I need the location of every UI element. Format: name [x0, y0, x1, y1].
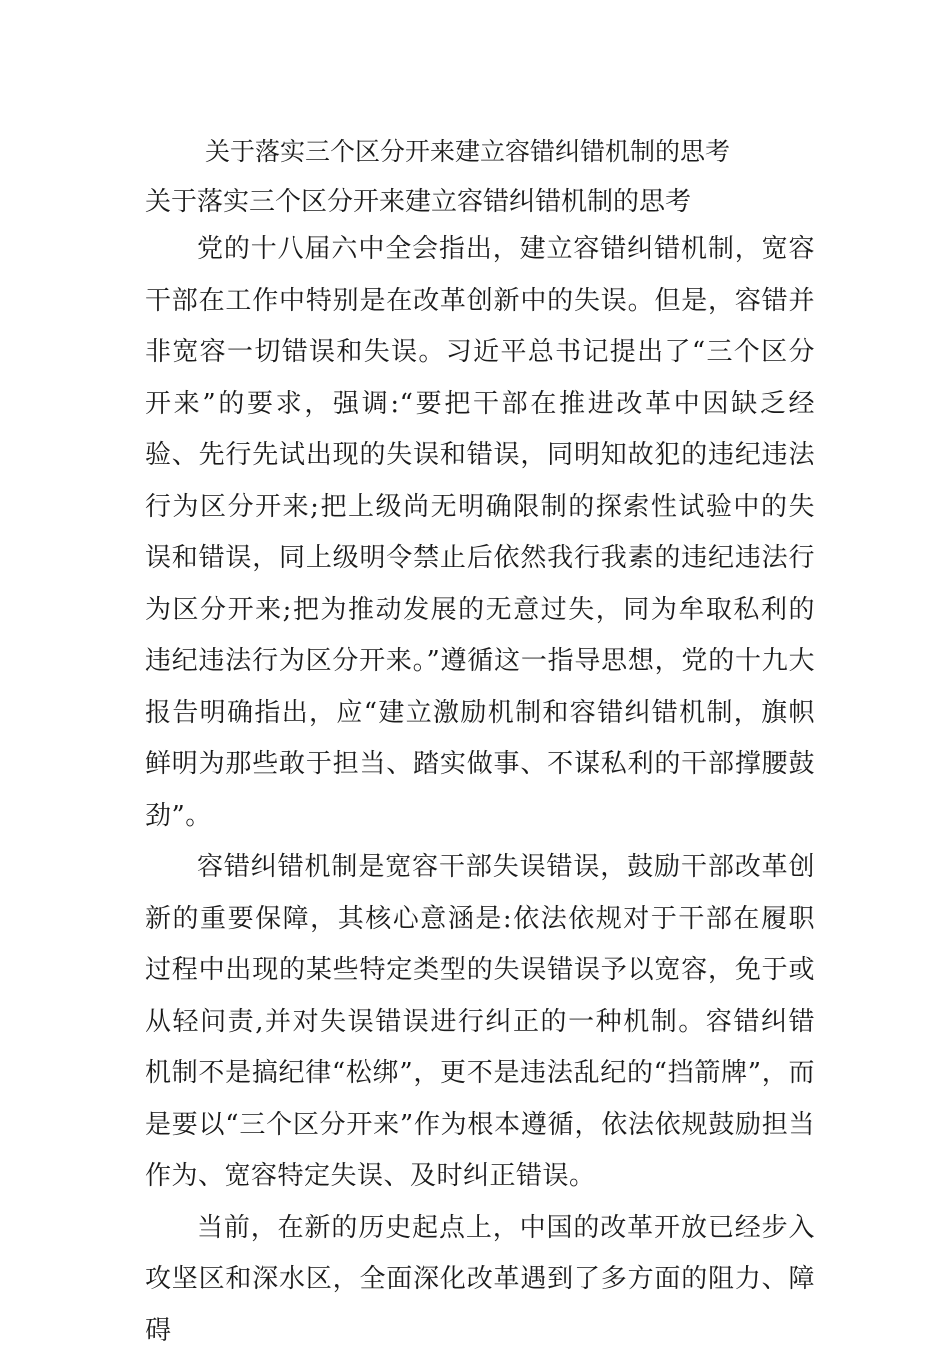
document-subtitle: 关于落实三个区分开来建立容错纠错机制的思考: [145, 180, 815, 224]
paragraph-3: 当前，在新的历史起点上，中国的改革开放已经步入攻坚区和深水区，全面深化改革遇到了多方面的阻力、障碍: [145, 1203, 815, 1357]
paragraph-2: 容错纠错机制是宽容干部失误错误，鼓励干部改革创新的重要保障，其核心意涵是:依法依规对于干部在履职过程中出现的某些特定类型的失误错误予以宽容，免于或从轻问责,并对失误错误进行纠正的一种机制。容错纠错机制不是搞纪律“松绑”，更不是违法乱纪的“挡箭牌”，而是要以“三个区分开来”作为根本遵循，依法依规鼓励担当作为、宽容特定失误、及时纠正错误。: [145, 842, 815, 1203]
document-title: 关于落实三个区分开来建立容错纠错机制的思考: [205, 134, 730, 170]
document-body: [145, 180, 815, 1357]
paragraph-1: 党的十八届六中全会指出，建立容错纠错机制，宽容干部在工作中特别是在改革创新中的失误。但是，容错并非宽容一切错误和失误。习近平总书记提出了“三个区分开来”的要求，强调:“要把干部在推进改革中因缺乏经验、先行先试出现的失误和错误，同明知故犯的违纪违法行为区分开来;把上级尚无明确限制的探索性试验中的失误和错误，同上级明令禁止后依然我行我素的违纪违法行为区分开来;把为推动发展的无意过失，同为牟取私利的违纪违法行为区分开来。”遵循这一指导思想，党的十九大报告明确指出，应“建立激励机制和容错纠错机制，旗帜鲜明为那些敢于担当、踏实做事、不谋私利的干部撑腰鼓劲”。: [145, 224, 815, 842]
